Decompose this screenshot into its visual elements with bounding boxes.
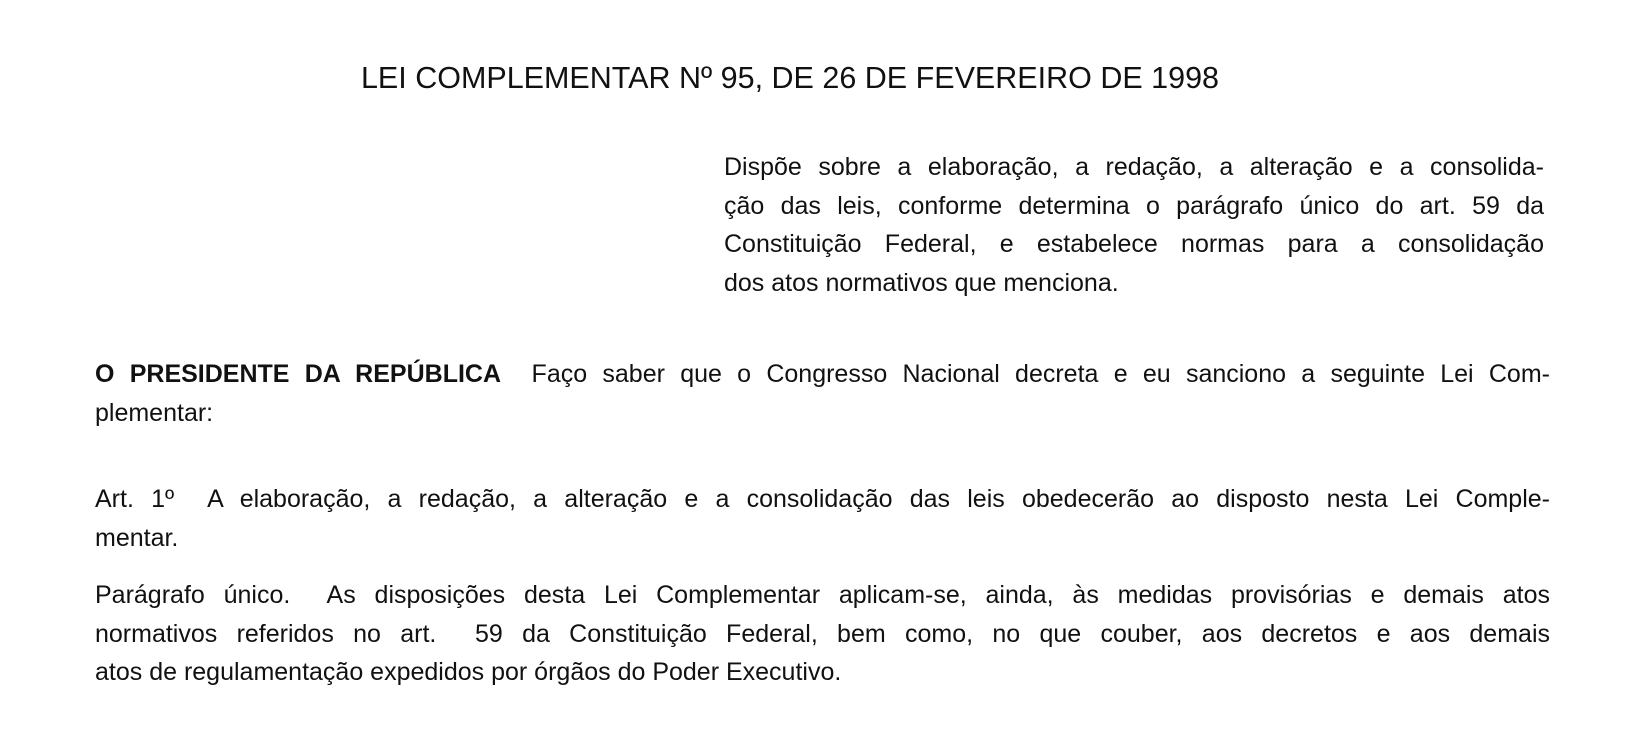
ementa-line: Dispõe sobre a elaboração, a redação, a alteração e a consolida-: [724, 153, 1544, 181]
article-1-line: Art. 1º A elaboração, a redação, a alteração e a consolidação das leis obedecerão ao disposto nesta Lei Comple-: [95, 485, 1550, 513]
preamble-line: [95, 355, 1550, 394]
preamble-text: Faço saber que o Congresso Nacional decreta e eu sanciono a seguinte Lei Com-: [501, 360, 1550, 388]
ementa: [724, 148, 1544, 302]
document-title: LEI COMPLEMENTAR Nº 95, DE 26 DE FEVEREIRO DE 1998: [360, 61, 1220, 95]
paragrafo-unico-line: Parágrafo único. As disposições desta Lei Complementar aplicam-se, ainda, às medidas provisórias e demais atos: [95, 581, 1550, 609]
preamble-line: plementar:: [95, 398, 214, 427]
ementa-line: ção das leis, conforme determina o parágrafo único do art. 59 da: [724, 191, 1544, 220]
ementa-line: dos atos normativos que menciona.: [724, 268, 1119, 297]
article-1-paragraph: [95, 480, 1550, 557]
article-1-line: mentar.: [95, 523, 179, 552]
paragrafo-unico-line: normativos referidos no art. 59 da Constituição Federal, bem como, no que couber, aos decretos e aos demais: [95, 619, 1550, 648]
paragrafo-unico-paragraph: [95, 576, 1550, 692]
preamble-paragraph: [95, 355, 1550, 432]
paragrafo-unico-line: atos de regulamentação expedidos por órgãos do Poder Executivo.: [95, 658, 842, 686]
ementa-line: Constituição Federal, e estabelece normas para a consolidação: [724, 230, 1544, 258]
preamble-bold-lead: O PRESIDENTE DA REPÚBLICA: [95, 360, 502, 388]
